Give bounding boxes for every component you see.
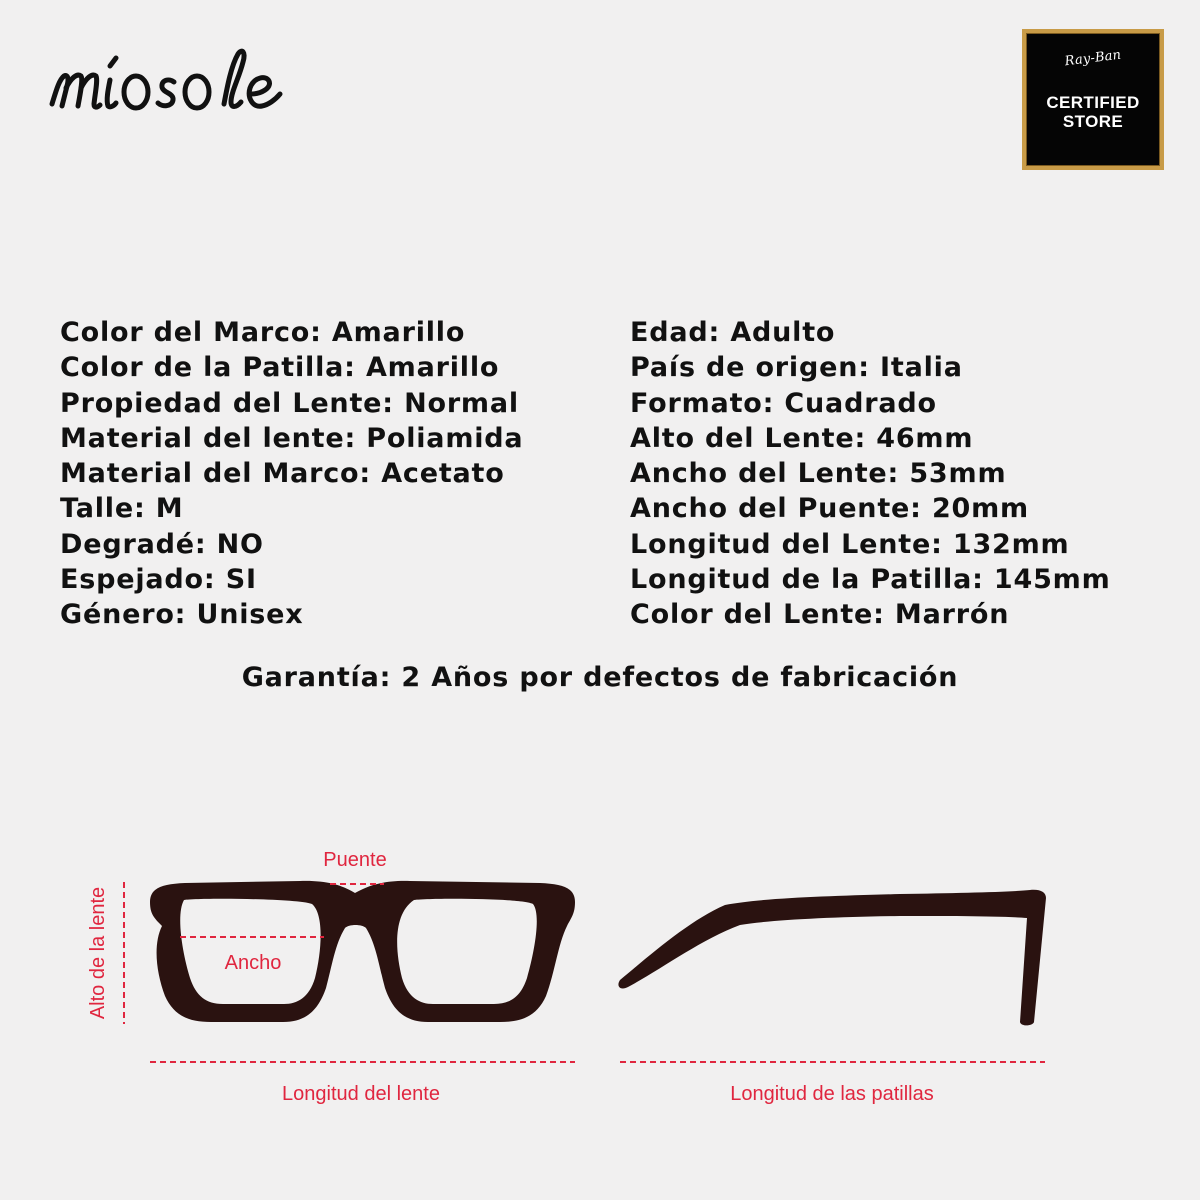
spec-shape: Formato: Cuadrado xyxy=(630,387,937,419)
spec-mirrored: Espejado: SI xyxy=(60,564,257,596)
glasses-temple-side xyxy=(618,890,1046,1026)
spec-frame-color: Color del Marco: Amarillo xyxy=(60,317,466,348)
miosole-logo xyxy=(48,36,298,126)
spec-temple-color: Color de la Patilla: Amarillo xyxy=(60,352,500,384)
spec-lens-material: Material del lente: Poliamida xyxy=(60,422,524,454)
spec-lens-property: Propiedad del Lente: Normal xyxy=(60,387,519,419)
specs-left-column xyxy=(60,315,523,633)
specs-right-column xyxy=(630,315,1111,633)
glasses-front-frame xyxy=(150,881,575,1022)
spec-lens-length: Longitud del Lente: 132mm xyxy=(630,528,1070,560)
spec-size: Talle: M xyxy=(60,493,184,525)
ray-ban-script-logo: Ray-Ban xyxy=(1063,47,1123,70)
spec-frame-material: Material del Marco: Acetato xyxy=(60,458,505,490)
spec-gradient: Degradé: NO xyxy=(60,528,264,560)
ray-ban-certified-store-badge xyxy=(1022,29,1164,170)
badge-line-certified: CERTIFIED xyxy=(1046,93,1140,112)
badge-title xyxy=(1026,93,1160,131)
temple-length-label: Longitud de las patillas xyxy=(730,1083,934,1105)
spec-gender: Género: Unisex xyxy=(60,599,304,631)
spec-lens-width: Ancho del Lente: 53mm xyxy=(630,458,1007,490)
spec-lens-color: Color del Lente: Marrón xyxy=(630,599,1010,631)
spec-temple-length: Longitud de la Patilla: 145mm xyxy=(630,564,1111,596)
warranty-text: Garantía: 2 Años por defectos de fabricación xyxy=(241,662,959,693)
spec-country: País de origen: Italia xyxy=(630,352,963,384)
spec-bridge-width: Ancho del Puente: 20mm xyxy=(630,493,1029,525)
glasses-measurement-diagram xyxy=(0,820,1200,1120)
width-label: Ancho xyxy=(224,952,282,974)
spec-lens-height: Alto del Lente: 46mm xyxy=(630,422,974,454)
frame-length-label: Longitud del lente xyxy=(282,1083,440,1105)
bridge-label: Puente xyxy=(323,849,387,871)
badge-line-store: STORE xyxy=(1062,112,1124,131)
spec-age: Edad: Adulto xyxy=(630,317,836,348)
height-label: Alto de la lente xyxy=(87,886,109,1020)
